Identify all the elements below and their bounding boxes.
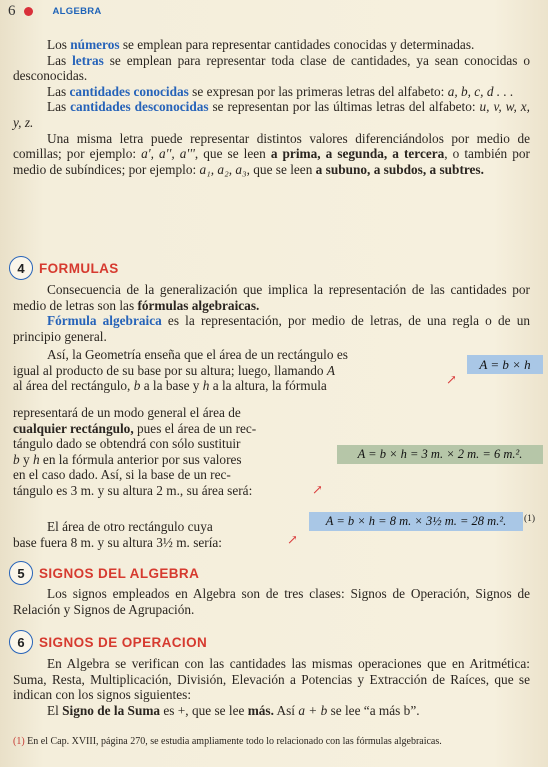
paragraph-desconocidas: Las cantidades desconocidas se representan por las últimas letras del alfabeto: u, v, w, x, y, z. [13,99,530,130]
paragraph-misma-letra: Una misma letra puede representar distintos valores diferenciándolos por medio de comillas; por ejemplo: a', a'', a''', que se leen a prima, a segunda, a tercera, o también por medio de subíndices; por ejemplo: a₁, a₂, a₃, que se leen a subuno, a subdos, a subtres. [13,130,530,177]
paragraph-signos-empleados: Los signos empleados en Algebra son de tres clases: Signos de Operación, Signos de Relación y Signos de Agrupación. [13,586,530,617]
paragraph-consecuencia: Consecuencia de la generalización que implica la representación de las cantidades por medio de letras son las fórmulas algebraicas. [13,282,530,313]
formulas-block [13,282,530,344]
footnote: (1) En el Cap. XVIII, página 270, se estudia ampliamente todo lo relacionado con las fórmulas algebraicas. [13,736,442,747]
running-title: ALGEBRA [52,5,102,17]
red-arrow-icon: ↗ [312,482,323,497]
paragraph-letras: Las letras se emplean para representar toda clase de cantidades, ya sean conocidas o desconocidas. [13,52,530,84]
paragraph-geometria: Así, la Geometría enseña que el área de un rectángulo es igual al producto de su base por su altura; luego, llamando A al área del rectángulo, b a la base y h a la altura, la fórmula [13,347,348,394]
formula-box-3: A = b × h = 8 m. × 3½ m. = 28 m.². [309,512,523,531]
footnote-reference: (1) [524,514,536,524]
section-title: SIGNOS DE OPERACION [39,634,208,650]
signos-algebra-block [13,586,530,617]
paragraph-otro-rectangulo: El área de otro rectángulo cuya base fuera 8 m. y su altura 3½ m. sería: [13,519,222,550]
paragraph-conocidas: Las cantidades conocidas se expresan por las primeras letras del alfabeto: a, b, c, d . . . [47,83,514,99]
page-number: 6 [8,2,16,19]
section-number: 4 [9,256,33,280]
paragraph-signo-suma: El Signo de la Suma es +, que se lee más. Así a + b se lee “a más b”. [47,702,420,718]
red-arrow-icon: ↗ [287,532,298,547]
red-arrow-icon: ↗ [446,372,457,387]
paragraph-representara: representará de un modo general el área de cualquier rectángulo, pues el área de un rec- tángulo dado se obtendrá con sólo sustituir b y h en la fórmula anterior por sus valores en el caso dado. Así, si la base de un rec- tángulo es 3 m. y su altura 2 m., su área será: [13,405,257,498]
intro-block [13,37,530,177]
formula-box-2: A = b × h = 3 m. × 2 m. = 6 m.². [337,445,543,464]
paragraph-operaciones: En Algebra se verifican con las cantidades las mismas operaciones que en Aritmética: Suma, Resta, Multiplicación, División, Elevación a Potencias y Extracción de Raíces, que se indican con los signos siguientes: [13,656,530,703]
section-title: FORMULAS [39,260,119,276]
formula-box-1: A = b × h [467,355,543,374]
page-header [8,2,102,20]
signos-operacion-block [13,656,530,718]
section-4-heading [9,256,119,280]
section-number: 5 [9,561,33,585]
red-dot-icon [24,7,33,16]
paragraph-formula-algebraica: Fórmula algebraica es la representación, por medio de letras, de una regla o de un principio general. [13,313,530,344]
section-title: SIGNOS DEL ALGEBRA [39,565,200,581]
section-number: 6 [9,630,33,654]
section-6-heading [9,630,207,654]
paragraph-numeros: Los números se emplean para representar cantidades conocidas y determinadas. [47,37,475,52]
section-5-heading [9,561,199,585]
